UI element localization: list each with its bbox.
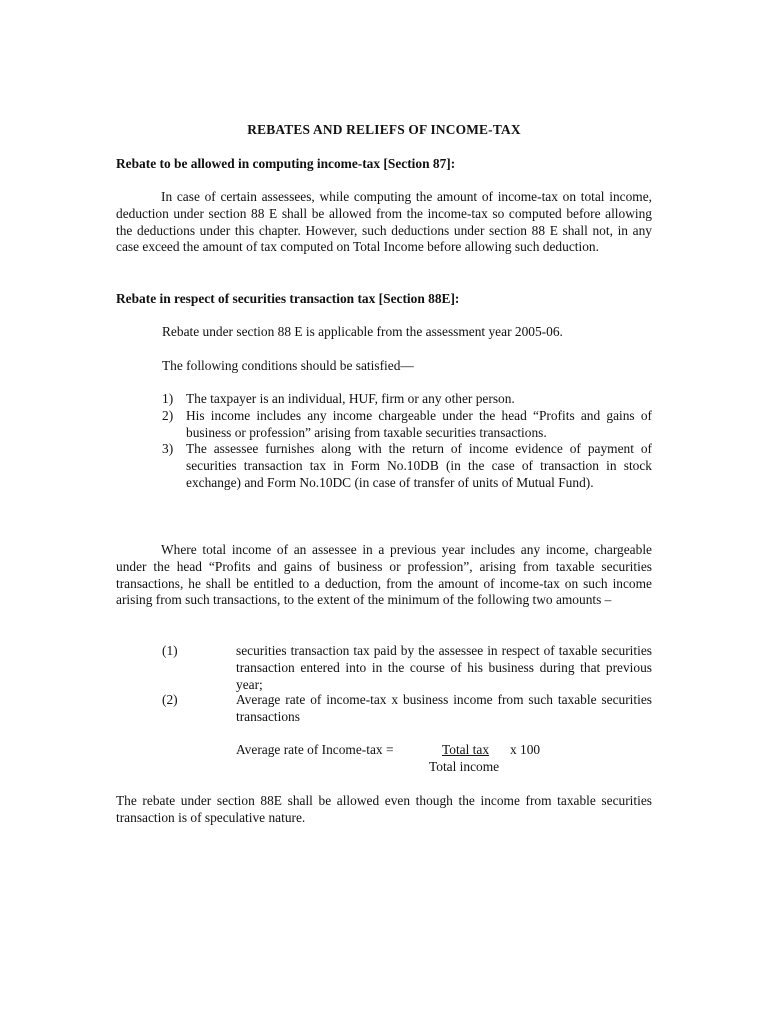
condition-item (162, 391, 652, 408)
condition-number: 2) (162, 407, 174, 423)
deduction-paragraph: Where total income of an assessee in a previous year includes any income, chargeable under the head “Profits and gains of business or profession”, arising from taxable securities transactions, he shall be entitled to a deduction, from the amount of income-tax on such income arising from such transactions, to the extent of the minimum of the following two amounts – (116, 542, 652, 608)
condition-text: His income includes any income chargeable under the head “Profits and gains of business or profession” arising from taxable securities transactions. (186, 407, 652, 440)
condition-number: 1) (162, 391, 174, 406)
formula-lhs: Average rate of Income-tax = (236, 742, 394, 757)
average-rate-formula (236, 742, 652, 776)
formula-denominator: Total income (429, 759, 500, 774)
condition-item (162, 441, 652, 491)
section-88e-heading: Rebate in respect of securities transaction tax [Section 88E]: (116, 291, 460, 306)
closing-paragraph: The rebate under section 88E shall be allowed even though the income from taxable securities transaction is of speculative nature. (116, 793, 652, 825)
amount-number: (1) (162, 643, 178, 658)
condition-text: The assessee furnishes along with the return of income evidence of payment of securities transaction tax in Form No.10DB (in the case of transaction in stock exchange) and Form No.10DC (in case of transfer of units of Mutual Fund). (186, 441, 652, 490)
amount-text: securities transaction tax paid by the assessee in respect of taxable securities transaction entered into in the course of his business during that previous year; (236, 643, 652, 692)
page-title: REBATES AND RELIEFS OF INCOME-TAX (247, 122, 521, 137)
section-87-heading: Rebate to be allowed in computing income-tax [Section 87]: (116, 156, 456, 171)
amount-number: (2) (162, 692, 178, 707)
amount-text: Average rate of income-tax x business income from such taxable securities transactions (236, 692, 652, 724)
condition-item (162, 408, 652, 442)
condition-text: The taxpayer is an individual, HUF, firm or any other person. (186, 391, 515, 406)
conditions-list (162, 391, 652, 492)
condition-number: 3) (162, 441, 174, 457)
amount-item (162, 692, 652, 726)
formula-numerator: Total tax (442, 742, 490, 757)
formula-multiplier: x 100 (510, 742, 541, 757)
section-87-paragraph: In case of certain assessees, while computing the amount of income-tax on total income, deduction under section 88 E shall be allowed from the income-tax so computed before allowing the deductions under this chapter. However, such deductions under section 88 E shall not, in any case exceed the amount of tax computed on Total Income before allowing such deduction. (116, 189, 652, 255)
conditions-intro: The following conditions should be satisfied— (162, 358, 414, 373)
amount-item (162, 643, 652, 693)
applicability-text: Rebate under section 88 E is applicable from the assessment year 2005-06. (162, 324, 563, 339)
